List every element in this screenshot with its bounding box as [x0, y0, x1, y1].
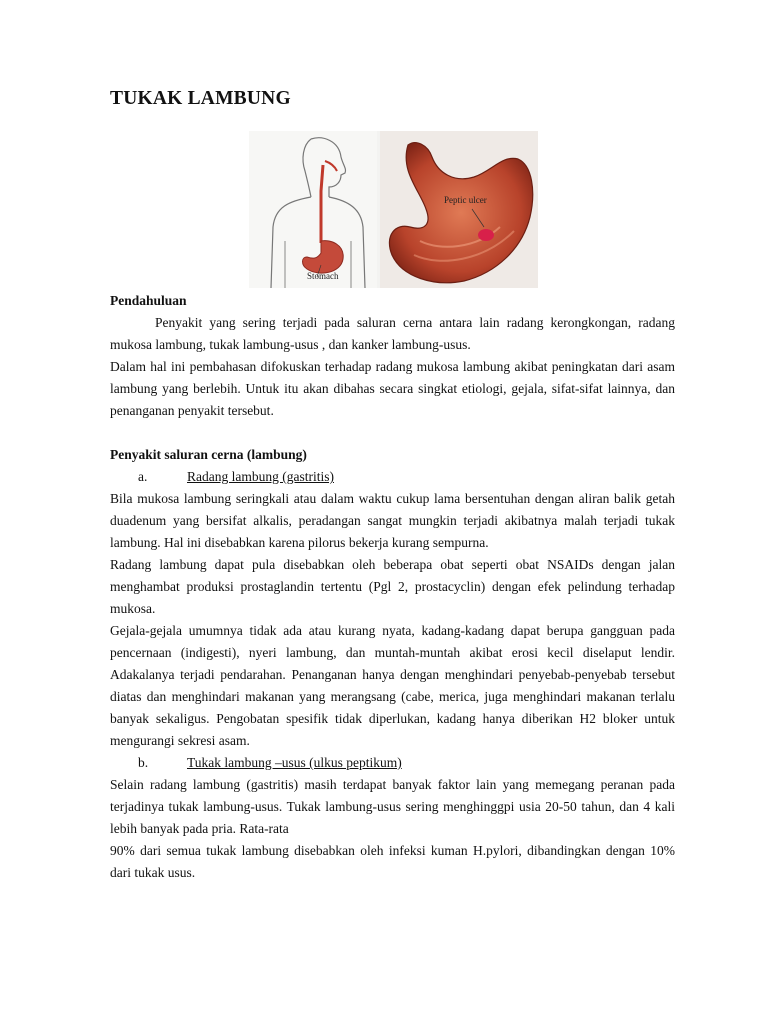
gastritis-paragraph-1: Bila mukosa lambung seringkali atau dalam waktu cukup lama bersentuhan dengan aliran balik getah duadenum yang bersifat alkalis, peradangan sangat mungkin terjadi akibatnya malah terjadi tukak lambung. Hal ini disebabkan karena pilorus bekerja kurang sempurna. — [110, 491, 675, 550]
gastritis-paragraph-3: Gejala-gejala umumnya tidak ada atau kurang nyata, kadang-kadang dapat berupa gangguan pada pencernaan (indigesti), nyeri lambung, dan muntah-muntah akibat erosi kecil diselaput lendir. Adakalanya terjadi pendarahan. Penanganan hanya dengan menghindari penyebab-penyebab tersebut diatas dan menghindari makanan yang merangsang (cabe, merica, juga menghindari makanan terlalu banyak sekaligus. Pengobatan spesifik tidak diperlukan, kadang hanya diberikan H2 bloker untuk mengurangi sekresi asam. — [110, 623, 675, 748]
document-title: TUKAK LAMBUNG — [110, 88, 291, 109]
heading-penyakit-saluran-cerna: Penyakit saluran cerna (lambung) — [110, 447, 307, 462]
ulcer-diagram-panel — [380, 131, 538, 288]
list-item-a — [110, 466, 675, 488]
list-title-gastritis: Radang lambung (gastritis) — [187, 469, 334, 484]
stomach-cross-section-icon — [380, 131, 538, 288]
body-diagram-panel — [249, 131, 377, 288]
ulkus-paragraph-2: 90% dari semua tukak lambung disebabkan oleh infeksi kuman H.pylori, dibandingkan dengan 10% dari tukak usus. — [110, 843, 675, 880]
intro-paragraph-1: Penyakit yang sering terjadi pada saluran cerna antara lain radang kerongkongan, radang mukosa lambung, tukak lambung-usus , dan kanker lambung-usus. — [110, 315, 675, 352]
document-body — [110, 290, 675, 884]
list-letter-a: a. — [138, 469, 148, 484]
label-peptic-ulcer: Peptic ulcer — [444, 195, 487, 205]
gastritis-paragraph-2: Radang lambung dapat pula disebabkan oleh beberapa obat seperti obat NSAIDs dengan jalan menghambat produksi prostaglandin tertentu (Pgl 2, prostacyclin) dengan efek pelindung terhadap mukosa. — [110, 557, 675, 616]
intro-paragraph-2: Dalam hal ini pembahasan difokuskan terhadap radang mukosa lambung akibat peningkatan dari asam lambung yang berlebih. Untuk itu akan dibahas secara singkat etiologi, gejala, sifat-sifat lainnya, dan penanganan penyakit tersebut. — [110, 359, 675, 418]
stomach-illustration — [249, 131, 538, 288]
heading-pendahuluan: Pendahuluan — [110, 293, 187, 308]
list-letter-b: b. — [138, 755, 149, 770]
list-title-ulkus-peptikum: Tukak lambung –usus (ulkus peptikum) — [187, 755, 402, 770]
list-item-b — [110, 752, 675, 774]
ulkus-paragraph-1: Selain radang lambung (gastritis) masih terdapat banyak faktor lain yang memegang peranan pada terjadinya tukak lambung-usus. Tukak lambung-usus sering menghinggpi usia 20-50 tahun, dan 4 kali lebih banyak pada pria. Rata-rata — [110, 777, 675, 836]
human-body-outline-icon — [249, 131, 377, 288]
label-stomach: Stomach — [307, 271, 339, 281]
